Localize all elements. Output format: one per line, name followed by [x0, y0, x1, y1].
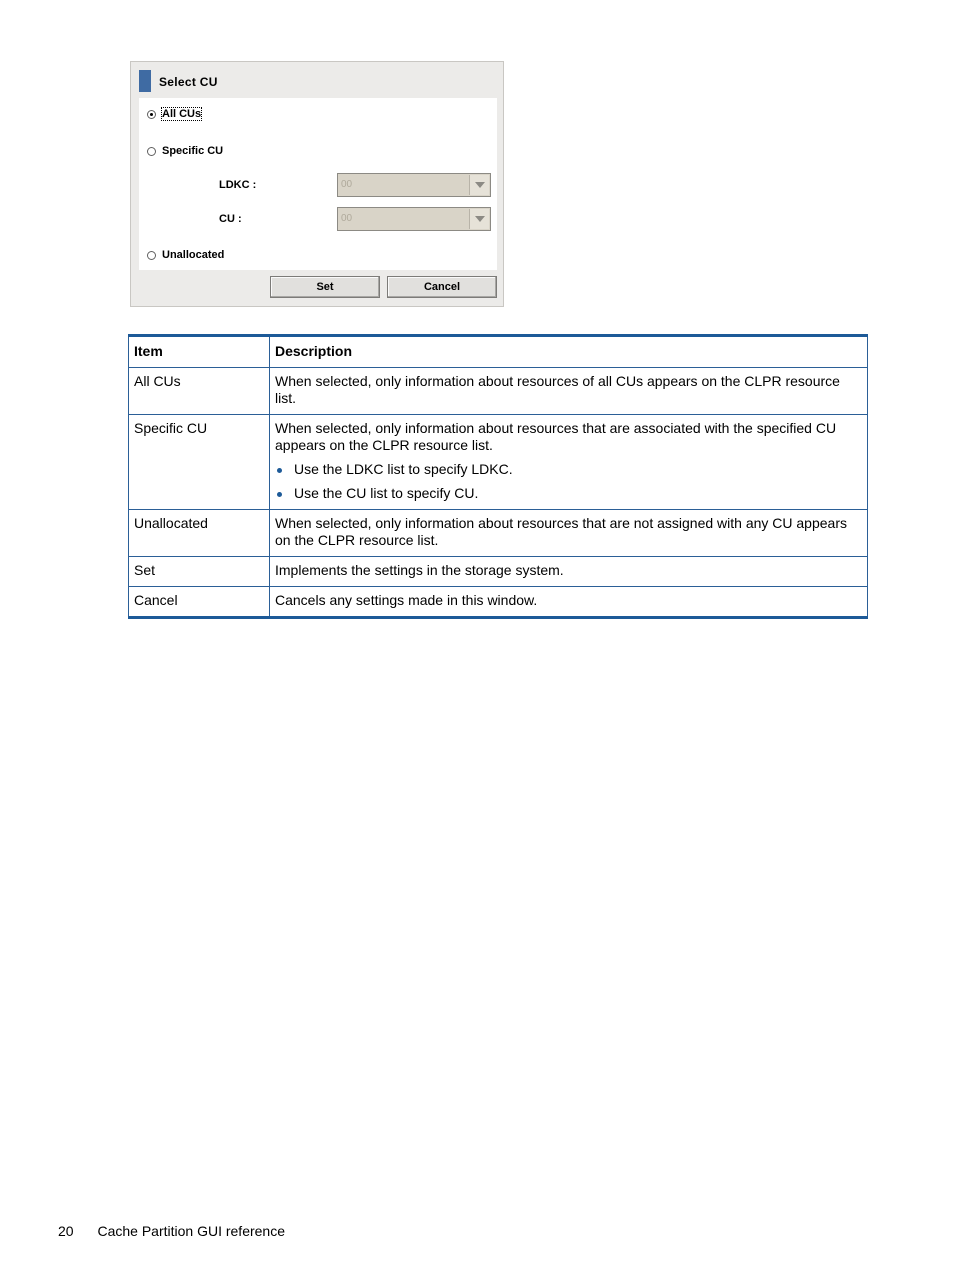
cu-label: CU :	[219, 213, 242, 225]
table-row	[129, 415, 868, 510]
row-description: When selected, only information about resources that are not assigned with any CU appears on the CLPR resource list.	[270, 510, 868, 557]
ldkc-select-value: 00	[341, 179, 353, 190]
row-item: Cancel	[129, 587, 270, 618]
cancel-button[interactable]: Cancel	[387, 276, 497, 298]
row-description: Implements the settings in the storage system.	[270, 557, 868, 587]
header-item: Item	[129, 336, 270, 368]
cu-select-value: 00	[341, 213, 353, 224]
footer-section-title: Cache Partition GUI reference	[97, 1223, 285, 1239]
ldkc-label: LDKC :	[219, 179, 257, 191]
radio-specific-cu[interactable]	[147, 143, 223, 159]
radio-all-cus[interactable]	[147, 106, 201, 122]
bullet-item: Use the LDKC list to specify LDKC.	[275, 461, 862, 478]
header-accent-bar	[139, 70, 151, 92]
dialog-panel	[139, 98, 497, 270]
page-number: 20	[58, 1223, 74, 1239]
header-description: Description	[270, 336, 868, 368]
row-description-cell	[270, 415, 868, 510]
select-cu-dialog	[130, 61, 504, 307]
bullet-list	[275, 461, 862, 502]
radio-unallocated-label[interactable]: Unallocated	[162, 249, 225, 261]
radio-unchecked-icon[interactable]	[147, 147, 156, 156]
dialog-title: Select CU	[159, 75, 218, 89]
table-row	[129, 557, 868, 587]
row-description: Cancels any settings made in this window.	[270, 587, 868, 618]
radio-all-cus-label[interactable]: All CUs	[162, 108, 202, 120]
row-item: Unallocated	[129, 510, 270, 557]
bullet-item: Use the CU list to specify CU.	[275, 485, 862, 502]
row-item: All CUs	[129, 368, 270, 415]
radio-checked-icon[interactable]	[147, 110, 156, 119]
radio-specific-cu-label[interactable]: Specific CU	[162, 145, 224, 157]
page-footer	[58, 1223, 285, 1239]
row-item: Set	[129, 557, 270, 587]
chevron-down-icon[interactable]	[469, 175, 489, 195]
table-row	[129, 510, 868, 557]
row-description: When selected, only information about resources of all CUs appears on the CLPR resource list.	[270, 368, 868, 415]
table-row	[129, 587, 868, 618]
set-button[interactable]: Set	[270, 276, 380, 298]
table-header-row	[129, 336, 868, 368]
radio-unallocated[interactable]	[147, 247, 224, 263]
description-table	[128, 334, 868, 619]
row-item: Specific CU	[129, 415, 270, 510]
row-description: When selected, only information about resources that are associated with the specified CU appears on the CLPR resource list.	[275, 420, 837, 453]
dialog-header	[139, 70, 459, 94]
chevron-down-icon[interactable]	[469, 209, 489, 229]
cu-select[interactable]	[337, 207, 491, 231]
table-row	[129, 368, 868, 415]
ldkc-select[interactable]	[337, 173, 491, 197]
radio-unchecked-icon[interactable]	[147, 251, 156, 260]
